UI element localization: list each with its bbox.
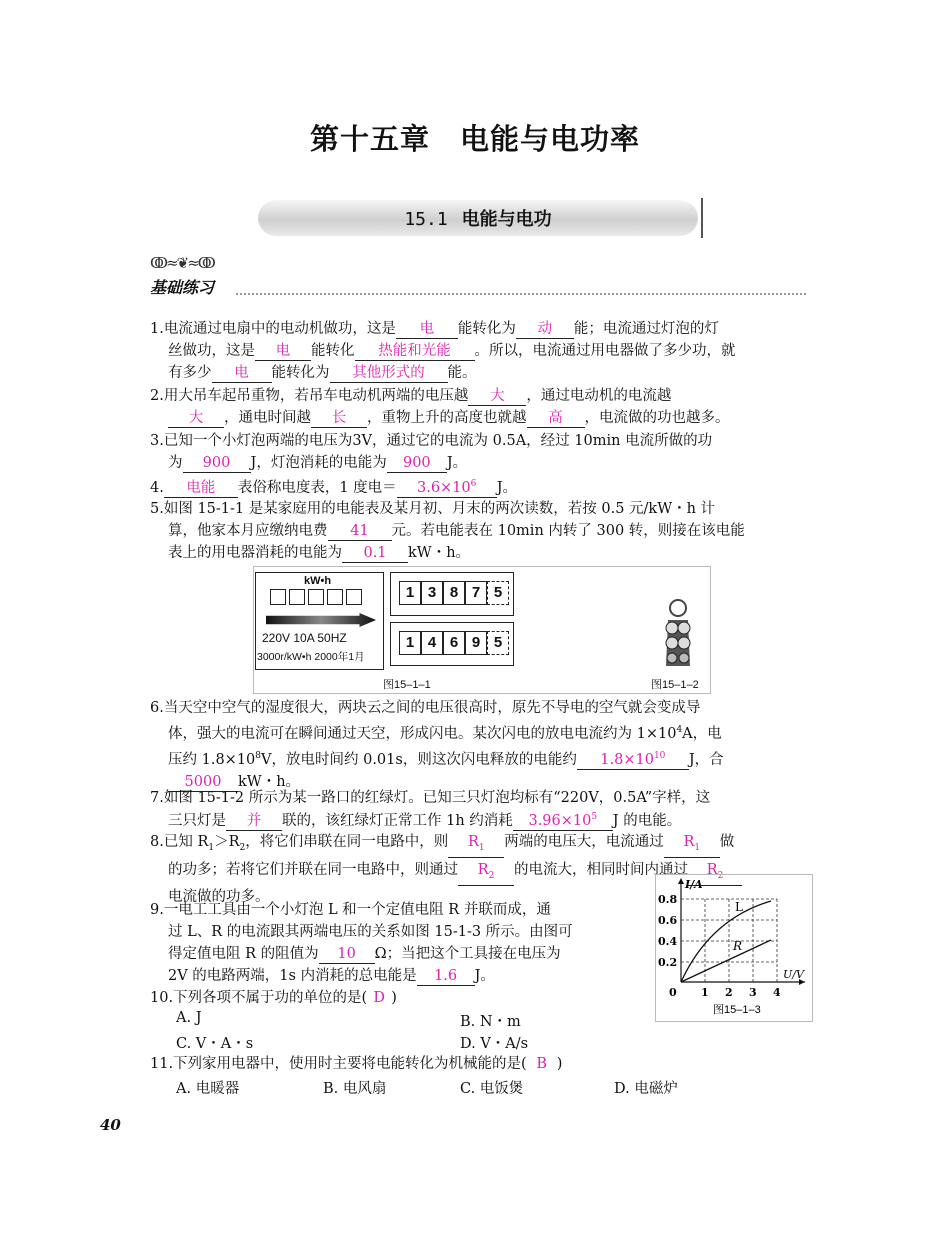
meter-spec: 3000r/kW•h 2000年1月 — [257, 651, 365, 663]
q6-text: 压约 1.8×10 — [168, 751, 256, 768]
q2-text: ，电流做的功也越多。 — [584, 410, 730, 426]
q2-text: ，重物上升的高度也就越 — [367, 410, 527, 426]
q8-text: 两端的电压大，电流通过 — [504, 834, 664, 850]
section-banner-divider — [701, 198, 703, 238]
digit: 6 — [443, 631, 465, 655]
answer-blank: 长 — [311, 410, 367, 428]
answer-value: 3.96×10 — [528, 812, 592, 829]
answer-blank — [458, 862, 514, 886]
answer-blank: 10 — [319, 946, 375, 964]
section-number: 15.1 — [404, 209, 448, 230]
x-axis-label: U/V — [783, 968, 804, 981]
answer-blank — [664, 834, 720, 858]
q10-text: ) — [391, 990, 397, 1006]
q8-text: 电流做的功多。 — [168, 888, 270, 905]
answer-blank: 热能和光能 — [355, 343, 475, 361]
answer-blank — [513, 809, 613, 831]
q7-text: 联的，该红绿灯正常工作 1h 约消耗 — [282, 812, 513, 829]
q5-text: kW・h。 — [408, 545, 471, 561]
q5-text: 算，他家本月应缴纳电费 — [168, 523, 328, 539]
ornament-icon: ↂ≈❦≈ↂ — [150, 254, 214, 272]
q1-text: 能转化 — [311, 343, 355, 359]
answer-value: 3.6×10 — [416, 479, 471, 496]
digit: 4 — [421, 631, 443, 655]
answer-blank: 电 — [255, 343, 311, 361]
exponent: 4 — [676, 725, 683, 735]
q4-text: 表俗称电度表，1 度电＝ — [237, 479, 397, 496]
q9-text: 得定值电阻 R 的阻值为 — [168, 946, 319, 962]
q8-text: ＞R — [214, 834, 240, 850]
option-a: A. 电暖器 — [176, 1081, 240, 1097]
q1-text: 。所以，电流通过用电器做了多少功，就 — [474, 343, 736, 359]
q7-text: 7.如图 15-1-2 所示为某一路口的红绿灯。已知三只灯泡均标有“220V，0.5A”字样，这 — [150, 790, 711, 806]
answer-choice: D — [373, 990, 386, 1006]
answer-blank: 5000 — [168, 774, 238, 792]
q4-text: J。 — [496, 479, 518, 496]
x-tick-label: 3 — [749, 986, 757, 999]
digit: 5 — [487, 581, 509, 605]
q6-text: V，放电时间约 0.01s，则这次闪电释放的电能约 — [261, 751, 577, 768]
option-d: D. V・A/s — [460, 1036, 529, 1052]
question-1 — [150, 318, 815, 384]
digit: 8 — [443, 581, 465, 605]
q9-text: J。 — [474, 968, 495, 984]
traffic-light-icon — [660, 598, 696, 668]
q8-text: 8.已知 R — [150, 834, 209, 850]
q3-text: J，灯泡消耗的电能为 — [250, 455, 387, 471]
q5-text: 5.如图 15-1-1 是某家庭用的电能表及某月初、月末的两次读数，若按 0.5 元/kW・h 计 — [150, 501, 716, 517]
y-tick-label: 0.4 — [658, 935, 678, 948]
option-c: C. V・A・s — [176, 1036, 254, 1052]
q6-text: 6.当天空中空气的湿度很大，两块云之间的电压很高时，原先不导电的空气就会变成导 — [150, 700, 701, 716]
q1-text: 能转化为 — [271, 365, 330, 381]
q9-text: Ω；当把这个工具接在电压为 — [374, 946, 561, 962]
answer-blank: 并 — [226, 813, 282, 831]
question-4 — [150, 476, 815, 499]
answer-blank: 900 — [183, 455, 251, 473]
q7-text: 三只灯是 — [168, 812, 226, 829]
digit: 5 — [487, 631, 509, 655]
meter-counter-boxes — [270, 589, 365, 608]
answer-blank — [397, 476, 497, 498]
q6-text: J，合 — [688, 751, 724, 768]
y-tick-label: 0.2 — [658, 956, 678, 969]
q2-text: 2.用大吊车起吊重物，若吊车电动机两端的电压越 — [150, 388, 469, 404]
answer-blank: 电能 — [164, 480, 238, 498]
meter-arrow-icon — [266, 613, 376, 627]
question-11 — [150, 1053, 815, 1075]
origin-label: 0 — [669, 986, 677, 999]
q1-text: 能。 — [447, 365, 477, 381]
y-tick-label: 0.6 — [658, 914, 678, 927]
q3-text: 为 — [168, 455, 183, 471]
answer-choice: B — [536, 1056, 548, 1072]
question-9 — [150, 899, 640, 987]
q10-stem: 10.下列各项不属于功的单位的是( — [150, 990, 368, 1006]
subscript: 1 — [208, 842, 215, 853]
q6-text: 体，强大的电流可在瞬间通过天空，形成闪电。某次闪电的放电电流约为 1×10 — [168, 725, 677, 742]
figure-caption: 图15–1–1 — [383, 679, 431, 691]
q4-text: 4. — [150, 479, 164, 496]
meter-reading-end — [390, 622, 514, 666]
question-6 — [150, 697, 815, 793]
option-b: B. 电风扇 — [323, 1081, 387, 1097]
q2-text: ，通过电动机的电流越 — [526, 388, 672, 404]
q8-text: 做 — [719, 834, 735, 850]
answer-blank: 高 — [527, 410, 585, 428]
answer-subscript: 2 — [488, 870, 495, 881]
q8-text: 的功多；若将它们并联在同一电路中，则通过 — [168, 861, 458, 878]
digit: 3 — [421, 581, 443, 605]
answer-subscript: 2 — [717, 870, 724, 881]
curve-l-label: L — [735, 900, 743, 914]
option-d: D. 电磁炉 — [614, 1081, 678, 1097]
chapter-number: 第十五章 — [309, 122, 430, 156]
q3-text: J。 — [446, 455, 468, 471]
digit: 9 — [465, 631, 487, 655]
answer-subscript: 1 — [478, 842, 485, 853]
answer-value: 1.8×10 — [600, 751, 654, 768]
electric-meter-panel — [255, 572, 384, 670]
answer-blank: 其他形式的 — [330, 365, 448, 383]
dotted-divider — [236, 293, 806, 295]
q3-text: 3.已知一个小灯泡两端的电压为3V，通过它的电流为 0.5A，经过 10min 电流所做的功 — [150, 433, 713, 449]
answer-exponent: 5 — [591, 812, 598, 822]
exponent: 8 — [255, 750, 262, 761]
answer-exponent: 10 — [653, 750, 666, 761]
q9-text: 9.一电工工具由一个小灯泡 L 和一个定值电阻 R 并联而成，通 — [150, 902, 551, 918]
q1-text: 有多少 — [168, 365, 212, 381]
answer-exponent: 6 — [470, 479, 477, 489]
answer-blank: 900 — [387, 455, 447, 473]
answer-blank: 1.6 — [417, 968, 475, 986]
meter-unit-label: kW•h — [304, 575, 332, 587]
answer-value: R — [477, 861, 489, 878]
answer-blank: 41 — [328, 523, 392, 541]
option-b: B. N・m — [460, 1014, 521, 1030]
q6-text: A，电 — [682, 725, 722, 742]
q9-text: 2V 的电路两端，1s 内消耗的总电能是 — [168, 968, 417, 984]
q1-text: 能转化为 — [457, 321, 516, 337]
chapter-title — [0, 117, 950, 158]
answer-blank: 动 — [516, 321, 574, 339]
y-tick-label: 0.8 — [658, 893, 678, 906]
basic-practice-heading: 基础练习 — [150, 278, 215, 297]
q1-text: 1.电流通过电扇中的电动机做功，这是 — [150, 321, 396, 337]
y-axis-label: I/A — [685, 878, 703, 891]
q5-text: 表上的用电器消耗的电能为 — [168, 545, 342, 561]
q11-text: ) — [556, 1056, 563, 1072]
answer-blank: 大 — [168, 410, 224, 428]
q9-text: 过 L、R 的电流跟其两端电压的关系如图 15-1-3 所示。由图可 — [168, 924, 573, 940]
subscript: 2 — [239, 842, 246, 853]
q2-text: ，通电时间越 — [224, 410, 311, 426]
answer-value: R — [467, 834, 479, 850]
x-tick-label: 1 — [701, 986, 709, 999]
question-3 — [150, 430, 815, 474]
q7-text: J 的电能。 — [612, 812, 682, 829]
digit: 1 — [399, 631, 421, 655]
question-5 — [150, 498, 815, 564]
answer-blank — [577, 748, 689, 770]
section-title — [258, 205, 698, 231]
q8-text: 的电流大，相同时间内通过 — [514, 861, 688, 878]
q1-text: 丝做功，这是 — [168, 343, 255, 359]
answer-blank: 电 — [396, 321, 458, 339]
meter-reading-start — [390, 572, 514, 616]
meter-rating: 220V 10A 50HZ — [262, 631, 347, 645]
option-c: C. 电饭煲 — [460, 1081, 524, 1097]
section-name: 电能与电功 — [461, 209, 552, 230]
answer-blank: 大 — [468, 388, 526, 406]
answer-value: R — [706, 861, 718, 878]
q5-text: 元。若电能表在 10min 内转了 300 转，则接在该电能 — [391, 523, 745, 539]
option-a: A. J — [176, 1010, 202, 1026]
answer-blank: 0.1 — [342, 545, 408, 563]
x-tick-label: 4 — [773, 986, 781, 999]
answer-value: R — [683, 834, 695, 850]
answer-blank — [448, 834, 504, 858]
q6-text: kW・h。 — [238, 773, 301, 790]
chapter-name: 电能与电功率 — [460, 122, 641, 156]
question-7 — [150, 787, 815, 832]
digit: 1 — [399, 581, 421, 605]
q1-text: 能；电流通过灯泡的灯 — [573, 321, 719, 337]
q11-stem: 11.下列家用电器中，使用时主要将电能转化为机械能的是( — [150, 1056, 527, 1072]
answer-blank: 电 — [212, 365, 272, 383]
page-number: 40 — [100, 1116, 121, 1134]
figure-caption: 图15–1–3 — [713, 1004, 761, 1016]
answer-subscript: 1 — [694, 842, 701, 853]
digit: 7 — [465, 581, 487, 605]
figure-caption: 图15–1–2 — [651, 679, 699, 691]
question-2 — [150, 385, 815, 429]
question-10 — [150, 987, 815, 1009]
curve-r-label: R — [733, 939, 743, 953]
x-tick-label: 2 — [725, 986, 733, 999]
q8-text: ，将它们串联在同一电路中，则 — [245, 834, 449, 850]
